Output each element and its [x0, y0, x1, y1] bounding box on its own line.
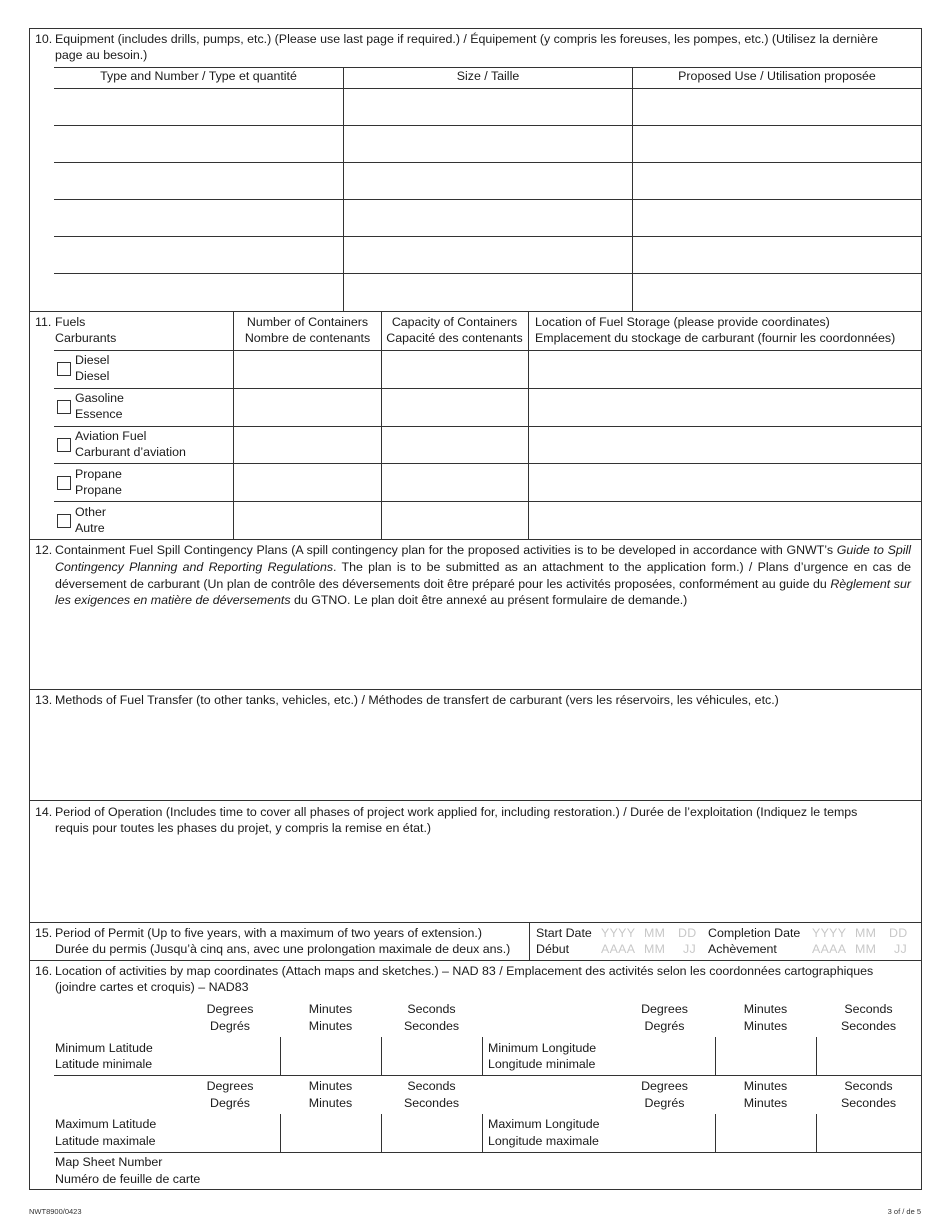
- minimum-latitude-label: Minimum Latitude: [55, 1041, 153, 1055]
- min-longitude-seconds-input[interactable]: [818, 1038, 920, 1074]
- frame-bottom: [29, 1189, 922, 1190]
- section-divider: [29, 800, 922, 801]
- year-placeholder-fr: AAAA: [601, 942, 636, 956]
- min-longitude-minutes-input[interactable]: [717, 1038, 815, 1074]
- month-placeholder-fr: MM: [644, 942, 666, 956]
- section-number: 12.: [35, 543, 53, 557]
- storage-location-cell[interactable]: [529, 427, 920, 462]
- equipment-size-cell[interactable]: [344, 163, 631, 198]
- column-header-size: Size / Taille: [456, 69, 520, 83]
- table-line: [381, 1114, 382, 1152]
- fuels-header: Fuels: [55, 315, 86, 329]
- degrees-header-fr: Degrés: [644, 1096, 685, 1110]
- degrees-header: Degrees: [206, 1002, 254, 1016]
- completion-date-label: Completion Date: [708, 926, 801, 940]
- seconds-header-fr: Secondes: [403, 1019, 460, 1033]
- section-title: Period of Permit (Up to five years, with a maximum of two years of extension.): [55, 926, 482, 940]
- section-divider: [29, 922, 922, 923]
- description-part: du GTNO. Le plan doit être annexé au présent formulaire de demande.): [290, 593, 688, 608]
- max-latitude-seconds-input[interactable]: [383, 1115, 481, 1151]
- section-number: 14.: [35, 805, 53, 819]
- capacity-cell[interactable]: [382, 389, 527, 425]
- month-placeholder-fr: MM: [855, 942, 877, 956]
- minimum-latitude-label-fr: Latitude minimale: [55, 1057, 153, 1071]
- table-line: [280, 1114, 281, 1152]
- equipment-use-cell[interactable]: [633, 163, 920, 198]
- equipment-size-cell[interactable]: [344, 89, 631, 124]
- equipment-size-cell[interactable]: [344, 200, 631, 235]
- frame-left: [29, 28, 30, 1190]
- completion-date-label-fr: Achèvement: [708, 942, 777, 956]
- section-number: 15.: [35, 926, 53, 940]
- guide-title: Guide to Spill Contingency Planning and Reporting Regulations: [55, 543, 911, 574]
- day-placeholder-fr: JJ: [894, 942, 907, 956]
- min-longitude-degrees-input[interactable]: [615, 1038, 714, 1074]
- equipment-use-cell[interactable]: [633, 200, 920, 235]
- frame-top: [29, 28, 922, 29]
- max-latitude-minutes-input[interactable]: [282, 1115, 380, 1151]
- minutes-header-fr: Minutes: [743, 1096, 788, 1110]
- equipment-type-cell[interactable]: [55, 126, 342, 161]
- equipment-use-cell[interactable]: [633, 89, 920, 124]
- number-of-containers-cell[interactable]: [234, 464, 380, 500]
- capacity-cell[interactable]: [382, 427, 527, 462]
- table-line: [482, 1114, 483, 1152]
- section-title-cont: page au besoin.): [55, 48, 148, 62]
- section-title: Equipment (includes drills, pumps, etc.) (Please use last page if required.) / Équipement (y compris les foreuses, les pompes, etc.) (Utilisez la dernière: [55, 32, 878, 46]
- year-placeholder-fr: AAAA: [812, 942, 847, 956]
- diesel-checkbox[interactable]: [57, 362, 71, 376]
- fuel-label: Gasoline: [75, 391, 124, 405]
- column-header-use: Proposed Use / Utilisation proposée: [678, 69, 876, 83]
- minutes-header-fr: Minutes: [308, 1019, 353, 1033]
- frame-right: [921, 28, 922, 1190]
- day-placeholder-fr: JJ: [683, 942, 696, 956]
- number-of-containers-cell[interactable]: [234, 351, 380, 387]
- spill-plan-text-area[interactable]: [31, 612, 920, 687]
- min-latitude-seconds-input[interactable]: [383, 1038, 481, 1074]
- table-line: [816, 1037, 817, 1075]
- fuel-label-fr: Carburant d’aviation: [75, 445, 186, 459]
- min-latitude-minutes-input[interactable]: [282, 1038, 380, 1074]
- section-divider: [29, 689, 922, 690]
- section-number: 11.: [35, 315, 52, 329]
- section-number: 16.: [35, 964, 53, 978]
- number-of-containers-cell[interactable]: [234, 389, 380, 425]
- minutes-header: Minutes: [743, 1079, 788, 1093]
- capacity-header-fr: Capacité des contenants: [386, 331, 523, 345]
- regulation-title: Règlement sur les exigences en matière de déversements: [55, 576, 911, 608]
- fuel-label: Other: [75, 505, 106, 519]
- section-number: 13.: [35, 693, 53, 707]
- degrees-header: Degrees: [641, 1079, 688, 1093]
- day-placeholder: DD: [889, 926, 908, 940]
- propane-checkbox[interactable]: [57, 476, 71, 490]
- number-of-containers-cell[interactable]: [234, 502, 380, 538]
- table-line: [381, 1037, 382, 1075]
- seconds-header-fr: Secondes: [840, 1096, 897, 1110]
- equipment-use-cell[interactable]: [633, 126, 920, 161]
- year-placeholder: YYYY: [601, 926, 636, 940]
- table-line: [482, 1037, 483, 1075]
- storage-location-cell[interactable]: [529, 389, 920, 425]
- degrees-header-fr: Degrés: [644, 1019, 685, 1033]
- capacity-cell[interactable]: [382, 464, 527, 500]
- table-line: [529, 922, 530, 960]
- other-fuel-checkbox[interactable]: [57, 514, 71, 528]
- min-latitude-degrees-input[interactable]: [181, 1038, 279, 1074]
- fuel-label-fr: Propane: [75, 483, 122, 497]
- minimum-longitude-label-fr: Longitude minimale: [488, 1057, 596, 1071]
- section-title: Location of activities by map coordinates (Attach maps and sketches.) – NAD 83 / Emplacement des activités selon les coordonnées cartographiques: [55, 964, 874, 978]
- form-id: NWT8900/0423: [29, 1207, 82, 1216]
- maximum-latitude-label: Maximum Latitude: [55, 1117, 157, 1131]
- column-header-type: Type and Number / Type et quantité: [100, 69, 297, 83]
- section-description: [55, 542, 911, 609]
- degrees-header: Degrees: [641, 1002, 688, 1016]
- capacity-cell[interactable]: [382, 351, 527, 387]
- number-of-containers-cell[interactable]: [234, 427, 380, 462]
- degrees-header: Degrees: [206, 1079, 254, 1093]
- seconds-header-fr: Secondes: [840, 1019, 897, 1033]
- description-part: . The plan is to be submitted as an attachment to the application form.) / Plans d’urgence en cas de déversement de carburant (Un plan de contrôle des déversements doit être préparé pour les activités proposées, conformément au guide du: [55, 559, 911, 591]
- section-title-cont: requis pour toutes les phases du projet, y compris la remise en état.): [55, 821, 432, 835]
- degrees-header-fr: Degrés: [210, 1096, 250, 1110]
- section-title-fr: Durée du permis (Jusqu’à cinq ans, avec une prolongation maximale de deux ans.): [55, 942, 511, 956]
- max-latitude-degrees-input[interactable]: [181, 1115, 279, 1151]
- fuel-label: Propane: [75, 467, 122, 481]
- year-placeholder: YYYY: [812, 926, 847, 940]
- section-divider: [29, 960, 922, 961]
- max-longitude-degrees-input[interactable]: [615, 1115, 714, 1151]
- fuel-label: Aviation Fuel: [75, 429, 147, 443]
- equipment-type-cell[interactable]: [55, 200, 342, 235]
- section-number: 10.: [35, 32, 53, 46]
- equipment-type-cell[interactable]: [55, 163, 342, 198]
- fuels-header-fr: Carburants: [55, 331, 117, 345]
- seconds-header: Seconds: [407, 1079, 456, 1093]
- storage-location-header-fr: Emplacement du stockage de carburant (fournir les coordonnées): [535, 331, 896, 345]
- minutes-header-fr: Minutes: [308, 1096, 353, 1110]
- start-date-label-fr: Début: [536, 942, 570, 956]
- equipment-type-cell[interactable]: [55, 274, 342, 310]
- fuel-label-fr: Essence: [75, 407, 123, 421]
- table-line: [715, 1114, 716, 1152]
- fuel-label: Diesel: [75, 353, 110, 367]
- equipment-size-cell[interactable]: [344, 126, 631, 161]
- section-title: Methods of Fuel Transfer (to other tanks, vehicles, etc.) / Méthodes de transfert de carburant (vers les réservoirs, les véhicules, etc.): [55, 693, 779, 707]
- seconds-header: Seconds: [844, 1002, 893, 1016]
- period-of-operation-text-area[interactable]: [31, 840, 920, 920]
- capacity-header: Capacity of Containers: [391, 315, 518, 329]
- equipment-size-cell[interactable]: [344, 237, 631, 272]
- page-number: 3 of / de 5: [887, 1207, 921, 1216]
- equipment-use-cell[interactable]: [633, 274, 920, 310]
- section-title: Period of Operation (Includes time to cover all phases of project work applied for, including restoration.) / Durée de l’exploitation (Indiquez le temps: [55, 805, 858, 819]
- maximum-latitude-label-fr: Latitude maximale: [55, 1134, 156, 1148]
- fuel-label-fr: Autre: [75, 521, 105, 535]
- fuel-transfer-text-area[interactable]: [31, 712, 920, 798]
- table-line: [715, 1037, 716, 1075]
- day-placeholder: DD: [678, 926, 697, 940]
- description-part: Containment Fuel Spill Contingency Plans (A spill contingency plan for the proposed activities is to be developed in accordance with GNWT’s: [55, 543, 837, 557]
- table-line: [280, 1037, 281, 1075]
- degrees-header-fr: Degrés: [210, 1019, 250, 1033]
- minutes-header: Minutes: [308, 1079, 353, 1093]
- storage-location-cell[interactable]: [529, 351, 920, 387]
- max-longitude-seconds-input[interactable]: [818, 1115, 920, 1151]
- maximum-longitude-label: Maximum Longitude: [488, 1117, 600, 1131]
- max-longitude-minutes-input[interactable]: [717, 1115, 815, 1151]
- map-sheet-number-label-fr: Numéro de feuille de carte: [55, 1172, 201, 1186]
- gasoline-checkbox[interactable]: [57, 400, 71, 414]
- map-sheet-number-input[interactable]: [215, 1154, 920, 1188]
- minutes-header-fr: Minutes: [743, 1019, 788, 1033]
- minimum-longitude-label: Minimum Longitude: [488, 1041, 597, 1055]
- start-date-label: Start Date: [536, 926, 592, 940]
- equipment-size-cell[interactable]: [344, 274, 631, 310]
- capacity-cell[interactable]: [382, 502, 527, 538]
- section-divider: [29, 539, 922, 540]
- section-divider: [29, 311, 922, 312]
- table-line: [54, 1152, 922, 1153]
- minutes-header: Minutes: [743, 1002, 788, 1016]
- storage-location-header: Location of Fuel Storage (please provide coordinates): [535, 315, 830, 329]
- equipment-use-cell[interactable]: [633, 237, 920, 272]
- table-line: [54, 1075, 922, 1076]
- storage-location-cell[interactable]: [529, 464, 920, 500]
- month-placeholder: MM: [855, 926, 877, 940]
- number-of-containers-header: Number of Containers: [246, 315, 369, 329]
- minutes-header: Minutes: [308, 1002, 353, 1016]
- seconds-header: Seconds: [407, 1002, 456, 1016]
- number-of-containers-header-fr: Nombre de contenants: [244, 331, 371, 345]
- maximum-longitude-label-fr: Longitude maximale: [488, 1134, 599, 1148]
- section-title-cont: (joindre cartes et croquis) – NAD83: [55, 980, 249, 994]
- seconds-header-fr: Secondes: [403, 1096, 460, 1110]
- equipment-type-cell[interactable]: [55, 237, 342, 272]
- map-sheet-number-label: Map Sheet Number: [55, 1155, 163, 1169]
- table-line: [816, 1114, 817, 1152]
- fuel-label-fr: Diesel: [75, 369, 110, 383]
- storage-location-cell[interactable]: [529, 502, 920, 538]
- aviation-fuel-checkbox[interactable]: [57, 438, 71, 452]
- month-placeholder: MM: [644, 926, 666, 940]
- equipment-type-cell[interactable]: [55, 89, 342, 124]
- seconds-header: Seconds: [844, 1079, 893, 1093]
